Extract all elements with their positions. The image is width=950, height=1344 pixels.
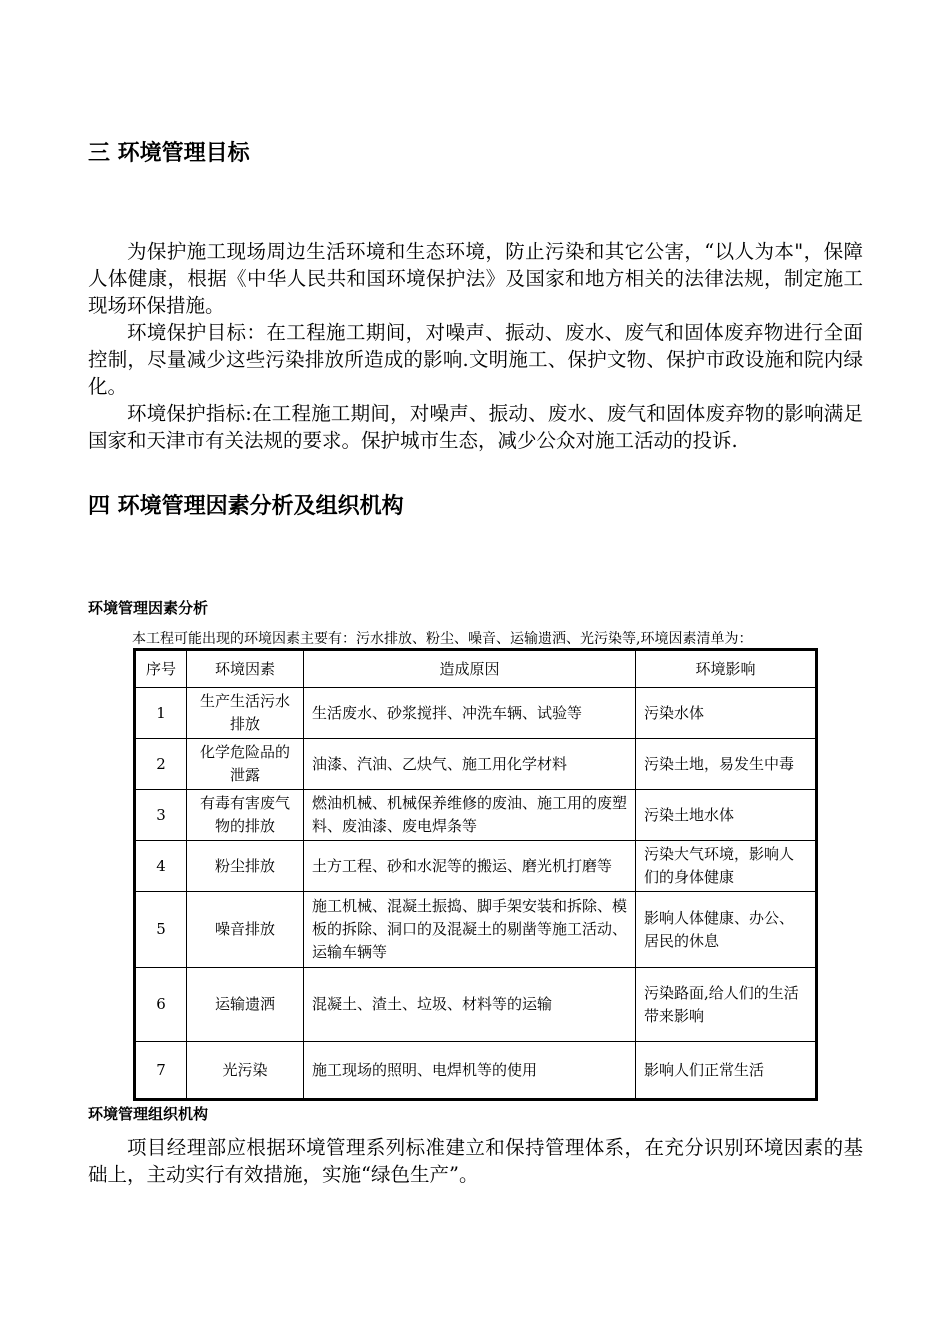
paragraph: 为保护施工现场周边生活环境和生态环境，防止污染和其它公害，“以人为本"，保障人体健康，根据《中华人民共和国环境保护法》及国家和地方相关的法律法规，制定施工现场环保措施。	[88, 240, 863, 317]
cell-effect: 污染大气环境，影响人们的身体健康	[636, 841, 817, 892]
cell-factor: 噪音排放	[187, 892, 304, 968]
table-header-row	[135, 650, 817, 688]
cell-effect: 影响人体健康、办公、居民的休息	[636, 892, 817, 968]
cell-factor: 化学危险品的泄露	[187, 739, 304, 790]
table-row	[135, 892, 817, 968]
cell-factor: 粉尘排放	[187, 841, 304, 892]
cell-cause: 燃油机械、机械保养维修的废油、施工用的废塑料、废油漆、废电焊条等	[304, 790, 636, 841]
cell-cause: 油漆、汽油、乙炔气、施工用化学材料	[304, 739, 636, 790]
cell-factor: 光污染	[187, 1042, 304, 1100]
cell-cause: 混凝土、渣土、垃圾、材料等的运输	[304, 968, 636, 1042]
cell-no: 4	[135, 841, 187, 892]
cell-effect: 影响人们正常生活	[636, 1042, 817, 1100]
table-row	[135, 968, 817, 1042]
cell-no: 1	[135, 688, 187, 739]
section4-heading: 四 环境管理因素分析及组织机构	[88, 494, 404, 519]
section3-heading: 三 环境管理目标	[88, 141, 250, 166]
table-row	[135, 841, 817, 892]
cell-no: 3	[135, 790, 187, 841]
table-row	[135, 739, 817, 790]
cell-effect: 污染土地水体	[636, 790, 817, 841]
cell-cause: 施工现场的照明、电焊机等的使用	[304, 1042, 636, 1100]
header-effect: 环境影响	[636, 650, 817, 688]
paragraph: 环境保护指标:在工程施工期间，对噪声、振动、废水、废气和固体废弃物的影响满足国家和天津市有关法规的要求。保护城市生态，减少公众对施工活动的投诉.	[88, 402, 863, 452]
cell-no: 2	[135, 739, 187, 790]
cell-factor: 有毒有害废气物的排放	[187, 790, 304, 841]
environment-factor-table	[133, 648, 818, 1101]
cell-no: 5	[135, 892, 187, 968]
cell-effect: 污染水体	[636, 688, 817, 739]
cell-factor: 生产生活污水排放	[187, 688, 304, 739]
table-row	[135, 790, 817, 841]
cell-no: 6	[135, 968, 187, 1042]
factor-intro: 本工程可能出现的环境因素主要有：污水排放、粉尘、噪音、运输遗洒、光污染等,环境因素清单为：	[132, 631, 753, 647]
header-factor: 环境因素	[187, 650, 304, 688]
cell-effect: 污染土地，易发生中毒	[636, 739, 817, 790]
paragraph: 项目经理部应根据环境管理系列标准建立和保持管理体系，在充分识别环境因素的基础上，主动实行有效措施，实施“绿色生产”。	[88, 1136, 863, 1186]
org-structure-title: 环境管理组织机构	[88, 1105, 209, 1123]
section3-body	[88, 238, 863, 454]
table-row	[135, 688, 817, 739]
factor-analysis-title: 环境管理因素分析	[88, 599, 209, 617]
header-no: 序号	[135, 650, 187, 688]
cell-cause: 生活废水、砂浆搅拌、冲洗车辆、试验等	[304, 688, 636, 739]
cell-no: 7	[135, 1042, 187, 1100]
cell-effect: 污染路面,给人们的生活带来影响	[636, 968, 817, 1042]
org-structure-body	[88, 1134, 863, 1188]
cell-cause: 土方工程、砂和水泥等的搬运、磨光机打磨等	[304, 841, 636, 892]
cell-cause: 施工机械、混凝土振捣、脚手架安装和拆除、模板的拆除、洞口的及混凝土的剔凿等施工活动、运输车辆等	[304, 892, 636, 968]
cell-factor: 运输遗洒	[187, 968, 304, 1042]
table-row	[135, 1042, 817, 1100]
paragraph: 环境保护目标：在工程施工期间，对噪声、振动、废水、废气和固体废弃物进行全面控制，尽量减少这些污染排放所造成的影响.文明施工、保护文物、保护市政设施和院内绿化。	[88, 321, 863, 398]
header-cause: 造成原因	[304, 650, 636, 688]
